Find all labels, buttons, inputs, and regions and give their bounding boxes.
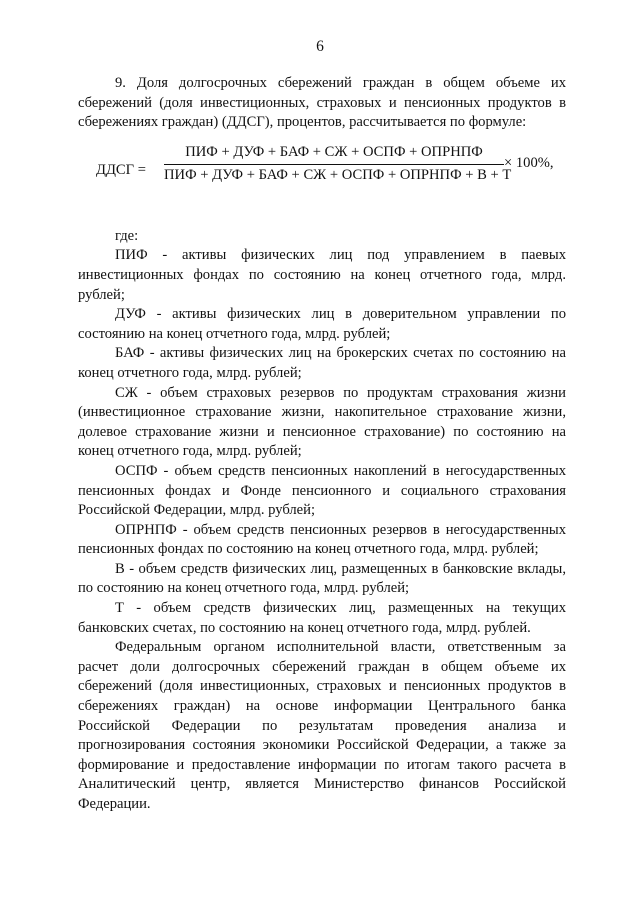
responsible-authority-paragraph: Федеральным органом исполнительной власти, ответственным за расчет доли долгосрочных сбережений граждан в общем объеме их сбережений (доля инвестиционных, страховых и пенсионных продуктов в сбережениях граждан) на основе информации Центрального банка Российской Федерации по результатам проведения анализа и прогнозирования состояния экономики Российской Федерации, а также за формирование и предоставление информации по итогам такого расчета в Аналитический центр, является Министерство финансов Российской Федерации.: [78, 639, 566, 812]
definition-t: Т - объем средств физических лиц, размещенных на текущих банковских счетах, по состоянию на конец отчетного года, млрд. рублей.: [78, 600, 566, 636]
definition-pif: ПИФ - активы физических лиц под управлением в паевых инвестиционных фондах по состоянию на конец отчетного года, млрд. рублей;: [78, 247, 566, 303]
definition-szh: СЖ - объем страховых резервов по продуктам страхования жизни (инвестиционное страхование жизни, накопительное страхование жизни, долевое страхование жизни и пенсионное страхование) по состоянию на конец отчетного года, млрд. рублей;: [78, 384, 566, 460]
formula-lhs: ДДСГ =: [96, 161, 146, 178]
definition-oprnpf: ОПРНПФ - объем средств пенсионных резервов в негосударственных пенсионных фондах по состоянию на конец отчетного года, млрд. рублей;: [78, 521, 566, 558]
definition-baf: БАФ - активы физических лиц на брокерских счетах по состоянию на конец отчетного года, млрд. рублей;: [78, 345, 566, 381]
paragraph-item-9: 9. Доля долгосрочных сбережений граждан в общем объеме их сбережений (доля инвестиционных, страховых и пенсионных продуктов в сбережениях граждан) (ДДСГ), процентов, рассчитывается по формуле:: [78, 75, 566, 131]
definition-v: В - объем средств физических лиц, размещенных в банковские вклады, по состоянию на конец отчетного года, млрд. рублей;: [78, 560, 566, 597]
ddsg-formula: [78, 143, 566, 203]
formula-numerator: ПИФ + ДУФ + БАФ + СЖ + ОСПФ + ОПРНПФ: [185, 143, 483, 160]
page-number: 6: [316, 38, 324, 55]
definition-ospf: ОСПФ - объем средств пенсионных накоплений в негосударственных пенсионных фондах и Фонде пенсионного и социального страхования Российской Федерации, млрд. рублей;: [78, 462, 566, 519]
where-label: где:: [115, 227, 139, 244]
formula-denominator: ПИФ + ДУФ + БАФ + СЖ + ОСПФ + ОПРНПФ + В + Т: [164, 166, 512, 183]
definition-duf: ДУФ - активы физических лиц в доверительном управлении по состоянию на конец отчетного года, млрд. рублей;: [78, 306, 566, 342]
fraction-bar: [164, 164, 504, 165]
formula-multiplier: × 100%,: [504, 154, 554, 171]
document-body: [78, 74, 566, 815]
